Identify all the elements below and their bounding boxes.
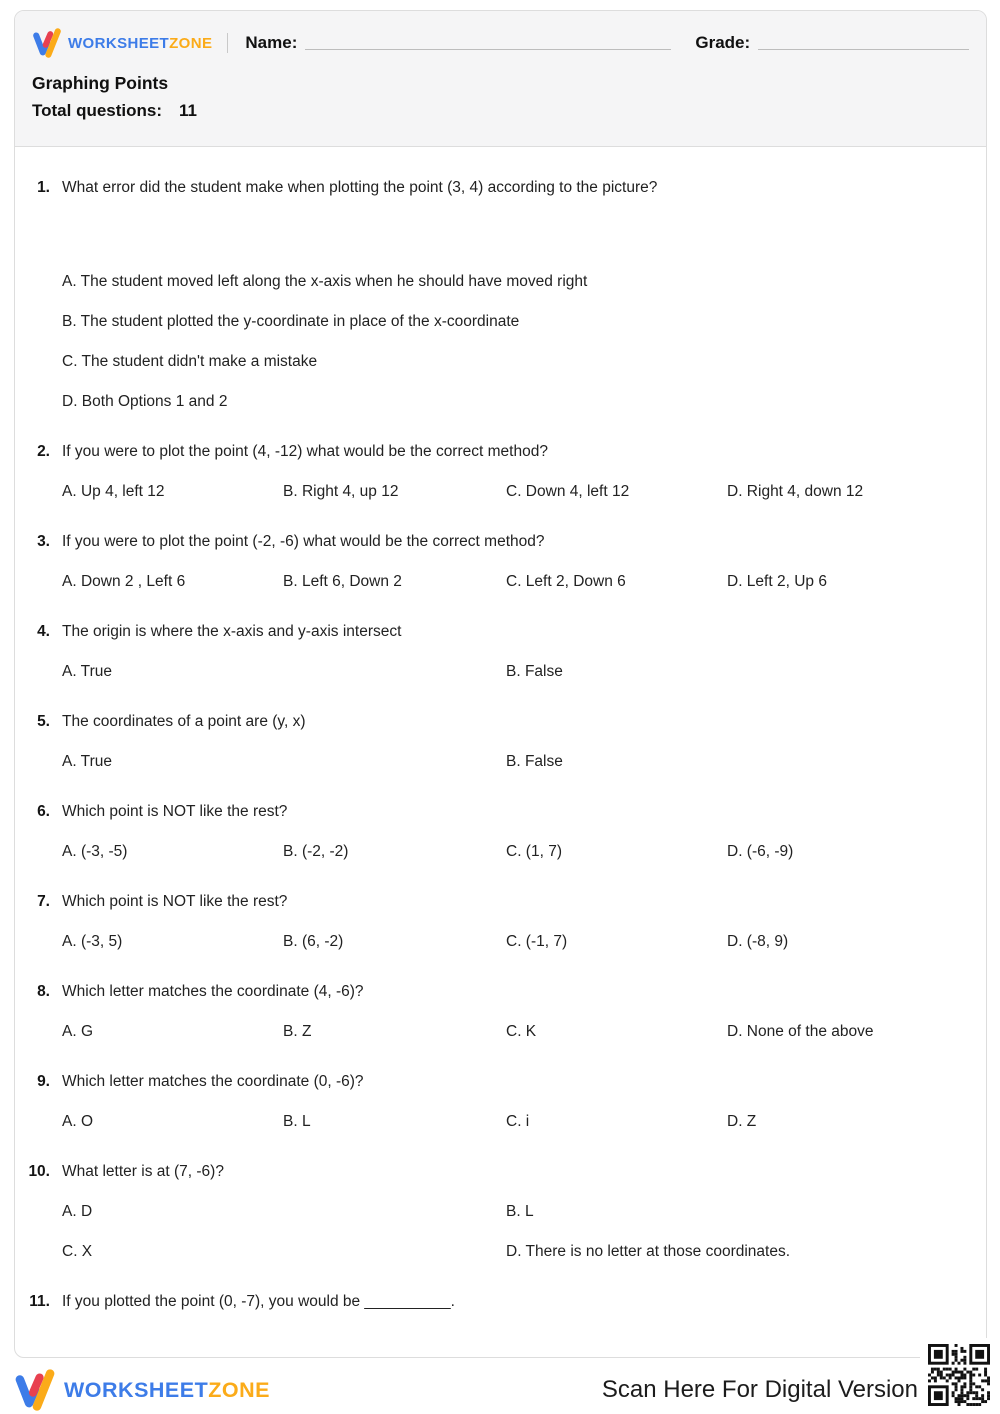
option-a: A. The student moved left along the x-axis when he should have moved right: [62, 273, 588, 290]
total-questions-value: 11: [179, 101, 197, 120]
footer-brand-logo: [14, 1369, 270, 1411]
brand-word-worksheet: WORKSHEET: [64, 1377, 209, 1402]
question-text: Which letter matches the coordinate (4, -6)?: [62, 983, 364, 1000]
option-a: A. (-3, 5): [62, 933, 123, 950]
grade-blank-line: [758, 37, 969, 50]
option-c: C. (-1, 7): [506, 933, 568, 950]
option-c: C. The student didn't make a mistake: [62, 353, 318, 370]
question-text: If you were to plot the point (-2, -6) what would be the correct method?: [62, 533, 545, 550]
option-d: D. Left 2, Up 6: [727, 573, 827, 590]
option-b: B. L: [283, 1113, 311, 1130]
option-d: D. There is no letter at those coordinates.: [506, 1243, 791, 1260]
option-b: B. False: [506, 753, 563, 770]
option-c: C. X: [62, 1243, 93, 1260]
question-number: 5.: [37, 713, 50, 730]
option-b: B. (-2, -2): [283, 843, 349, 860]
header-top-row: [32, 11, 969, 58]
question-text: What error did the student make when plotting the point (3, 4) according to the picture?: [62, 179, 658, 196]
question-number: 8.: [37, 983, 50, 1000]
option-d: D. Z: [727, 1113, 757, 1130]
question-4: [15, 621, 986, 683]
option-b: B. False: [506, 663, 563, 680]
option-d: D. None of the above: [727, 1023, 874, 1040]
question-text: Which point is NOT like the rest?: [62, 803, 288, 820]
brand-wordmark: [68, 35, 212, 52]
option-b: B. (6, -2): [283, 933, 344, 950]
option-a: A. True: [62, 663, 112, 680]
options-question-3: [62, 571, 986, 593]
brand-word-worksheet: WORKSHEET: [68, 34, 170, 52]
total-questions-label: Total questions:: [32, 101, 163, 120]
brand-word-zone: ZONE: [169, 34, 213, 52]
brand-logo: [32, 28, 212, 58]
options-question-2: [62, 481, 986, 503]
options-question-5: [62, 751, 986, 773]
option-c: C. K: [506, 1023, 537, 1040]
question-number: 9.: [37, 1073, 50, 1090]
question-text: The origin is where the x-axis and y-axis intersect: [62, 623, 402, 640]
option-a: A. Down 2 , Left 6: [62, 573, 186, 590]
questions-list: [15, 147, 986, 1313]
question-2: [15, 441, 986, 503]
question-1: [15, 177, 986, 413]
question-8: [15, 981, 986, 1043]
option-a: A. True: [62, 753, 112, 770]
worksheet-title: Graphing Points: [32, 73, 169, 93]
options-question-8: [62, 1021, 986, 1043]
option-a: A. D: [62, 1203, 93, 1220]
worksheet-card: [14, 10, 987, 1358]
question-5: [15, 711, 986, 773]
option-d: D. (-6, -9): [727, 843, 794, 860]
question-number: 6.: [37, 803, 50, 820]
page-footer: [14, 1358, 986, 1414]
question-6: [15, 801, 986, 863]
qr-code: [920, 1338, 998, 1412]
question-7: [15, 891, 986, 953]
question-number: 2.: [37, 443, 50, 460]
question-text: If you plotted the point (0, -7), you would be __________.: [62, 1293, 455, 1310]
option-a: A. Up 4, left 12: [62, 483, 165, 500]
option-b: B. Left 6, Down 2: [283, 573, 402, 590]
option-b: B. The student plotted the y-coordinate in place of the x-coordinate: [62, 313, 520, 330]
option-b: B. L: [506, 1203, 534, 1220]
options-question-7: [62, 931, 986, 953]
question-text: What letter is at (7, -6)?: [62, 1163, 224, 1180]
option-d: D. Both Options 1 and 2: [62, 393, 228, 410]
question-text: If you were to plot the point (4, -12) what would be the correct method?: [62, 443, 548, 460]
footer-brand-wordmark: [64, 1378, 270, 1403]
question-11: [15, 1291, 986, 1313]
options-question-4: [62, 661, 986, 683]
option-a: A. (-3, -5): [62, 843, 128, 860]
question-number: 7.: [37, 893, 50, 910]
name-label: Name:: [245, 33, 298, 52]
options-question-1: [62, 271, 986, 413]
option-a: A. G: [62, 1023, 94, 1040]
worksheetzone-logo-icon: [32, 28, 62, 58]
question-number: 11.: [29, 1293, 50, 1310]
worksheet-header: [15, 11, 986, 147]
question-number: 3.: [37, 533, 50, 550]
brand-word-zone: ZONE: [208, 1377, 270, 1402]
scan-here-text: Scan Here For Digital Version: [601, 1376, 918, 1403]
option-b: B. Z: [283, 1023, 312, 1040]
worksheetzone-logo-icon: [14, 1369, 56, 1411]
options-question-6: [62, 841, 986, 863]
question-text: The coordinates of a point are (y, x): [62, 713, 306, 730]
option-b: B. Right 4, up 12: [283, 483, 399, 500]
option-c: C. Down 4, left 12: [506, 483, 630, 500]
option-a: A. O: [62, 1113, 94, 1130]
option-c: C. Left 2, Down 6: [506, 573, 626, 590]
question-number: 1.: [37, 179, 50, 196]
option-d: D. Right 4, down 12: [727, 483, 864, 500]
question-10: [15, 1161, 986, 1263]
question-3: [15, 531, 986, 593]
options-question-9: [62, 1111, 986, 1133]
question-9: [15, 1071, 986, 1133]
option-c: C. i: [506, 1113, 530, 1130]
question-text: Which point is NOT like the rest?: [62, 893, 288, 910]
question-number: 10.: [28, 1163, 50, 1180]
question-number: 4.: [37, 623, 50, 640]
option-d: D. (-8, 9): [727, 933, 789, 950]
grade-label: Grade:: [695, 33, 751, 52]
name-blank-line: [305, 37, 671, 50]
option-c: C. (1, 7): [506, 843, 562, 860]
header-separator: [227, 33, 228, 53]
options-question-10: [62, 1201, 986, 1263]
total-questions-row: [32, 101, 969, 121]
question-text: Which letter matches the coordinate (0, -6)?: [62, 1073, 364, 1090]
